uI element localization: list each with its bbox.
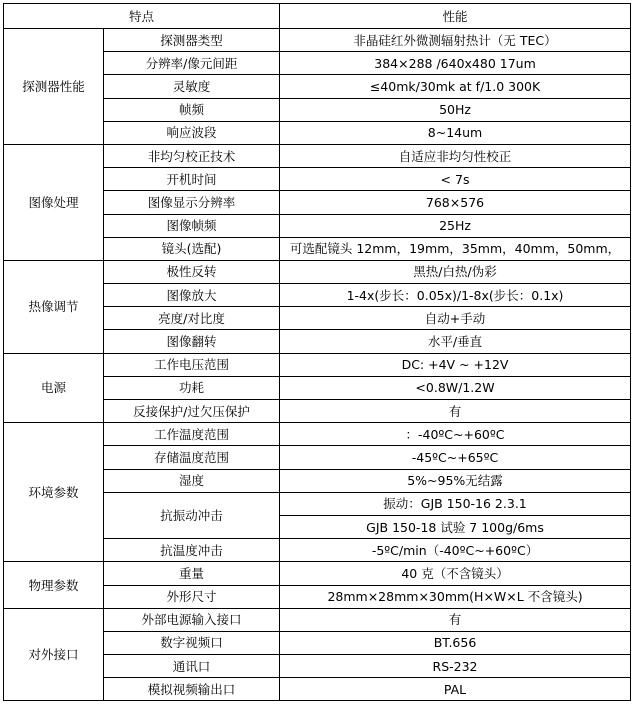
group-label: 物理参数	[4, 562, 104, 608]
table-row	[4, 562, 631, 585]
spec-table	[3, 3, 631, 701]
feature-cell: 图像翻转	[104, 330, 280, 353]
feature-cell: 存储温度范围	[104, 446, 280, 469]
header-row	[4, 4, 631, 29]
feature-cell: 图像帧频	[104, 214, 280, 237]
group-label: 对外接口	[4, 608, 104, 701]
value-cell: 自适应非均匀性校正	[280, 144, 631, 167]
feature-cell: 数字视频口	[104, 631, 280, 654]
feature-cell: 灵敏度	[104, 75, 280, 98]
value-cell: DC: +4V ~ +12V	[280, 353, 631, 376]
group-label: 环境参数	[4, 423, 104, 562]
feature-cell: 功耗	[104, 376, 280, 399]
value-cell: 水平/垂直	[280, 330, 631, 353]
feature-cell: 帧频	[104, 98, 280, 121]
feature-cell: 探测器类型	[104, 29, 280, 52]
feature-cell: 极性反转	[104, 260, 280, 283]
value-cell: 8~14um	[280, 121, 631, 144]
feature-cell: 亮度/对比度	[104, 307, 280, 330]
feature-cell: 湿度	[104, 469, 280, 492]
feature-cell: 外部电源输入接口	[104, 608, 280, 631]
value-cell: 40 克（不含镜头）	[280, 562, 631, 585]
header-feature: 特点	[4, 4, 280, 29]
feature-cell: 图像放大	[104, 284, 280, 307]
value-cell: < 7s	[280, 168, 631, 191]
value-cell: 28mm×28mm×30mm(H×W×L 不含镜头)	[280, 585, 631, 608]
value-cell: 振动：GJB 150-16 2.3.1	[280, 492, 631, 515]
group-label: 电源	[4, 353, 104, 423]
table-row	[4, 353, 631, 376]
feature-cell: 分辨率/像元间距	[104, 52, 280, 75]
value-cell: 50Hz	[280, 98, 631, 121]
value-cell: 25Hz	[280, 214, 631, 237]
value-cell: -5ºC/min（-40ºC~+60ºC）	[280, 539, 631, 562]
feature-cell: 响应波段	[104, 121, 280, 144]
feature-cell: 图像显示分辨率	[104, 191, 280, 214]
table-row	[4, 144, 631, 167]
value-cell: PAL	[280, 678, 631, 701]
table-row	[4, 423, 631, 446]
feature-cell: 镜头(选配)	[104, 237, 280, 260]
feature-cell: 外形尺寸	[104, 585, 280, 608]
group-label: 图像处理	[4, 144, 104, 260]
feature-cell: 模拟视频输出口	[104, 678, 280, 701]
value-cell: GJB 150-18 试验 7 100g/6ms	[280, 515, 631, 538]
group-label: 热像调节	[4, 260, 104, 353]
value-cell: <0.8W/1.2W	[280, 376, 631, 399]
value-cell: -45ºC~+65ºC	[280, 446, 631, 469]
table-body	[4, 29, 631, 701]
value-cell: BT.656	[280, 631, 631, 654]
value-cell: 768×576	[280, 191, 631, 214]
table-row	[4, 608, 631, 631]
value-cell: RS-232	[280, 655, 631, 678]
table-header	[4, 4, 631, 29]
value-cell: 自动+手动	[280, 307, 631, 330]
feature-cell: 工作电压范围	[104, 353, 280, 376]
feature-cell: 开机时间	[104, 168, 280, 191]
value-cell: 有	[280, 608, 631, 631]
feature-cell: 抗振动冲击	[104, 492, 280, 538]
feature-cell: 反接保护/过欠压保护	[104, 400, 280, 423]
table-row	[4, 29, 631, 52]
value-cell: 黑热/白热/伪彩	[280, 260, 631, 283]
value-cell: ≤40mk/30mk at f/1.0 300K	[280, 75, 631, 98]
value-cell: 有	[280, 400, 631, 423]
feature-cell: 重量	[104, 562, 280, 585]
feature-cell: 工作温度范围	[104, 423, 280, 446]
value-cell: 非晶硅红外微测辐射热计（无 TEC）	[280, 29, 631, 52]
header-performance: 性能	[280, 4, 631, 29]
value-cell: 384×288 /640x480 17um	[280, 52, 631, 75]
value-cell: 1-4x(步长：0.05x)/1-8x(步长：0.1x)	[280, 284, 631, 307]
group-label: 探测器性能	[4, 29, 104, 145]
table-row	[4, 260, 631, 283]
value-cell: ：-40ºC~+60ºC	[280, 423, 631, 446]
feature-cell: 通讯口	[104, 655, 280, 678]
feature-cell: 抗温度冲击	[104, 539, 280, 562]
value-cell: 5%~95%无结露	[280, 469, 631, 492]
feature-cell: 非均匀校正技术	[104, 144, 280, 167]
value-cell: 可选配镜头 12mm，19mm，35mm，40mm，50mm，	[280, 237, 631, 260]
